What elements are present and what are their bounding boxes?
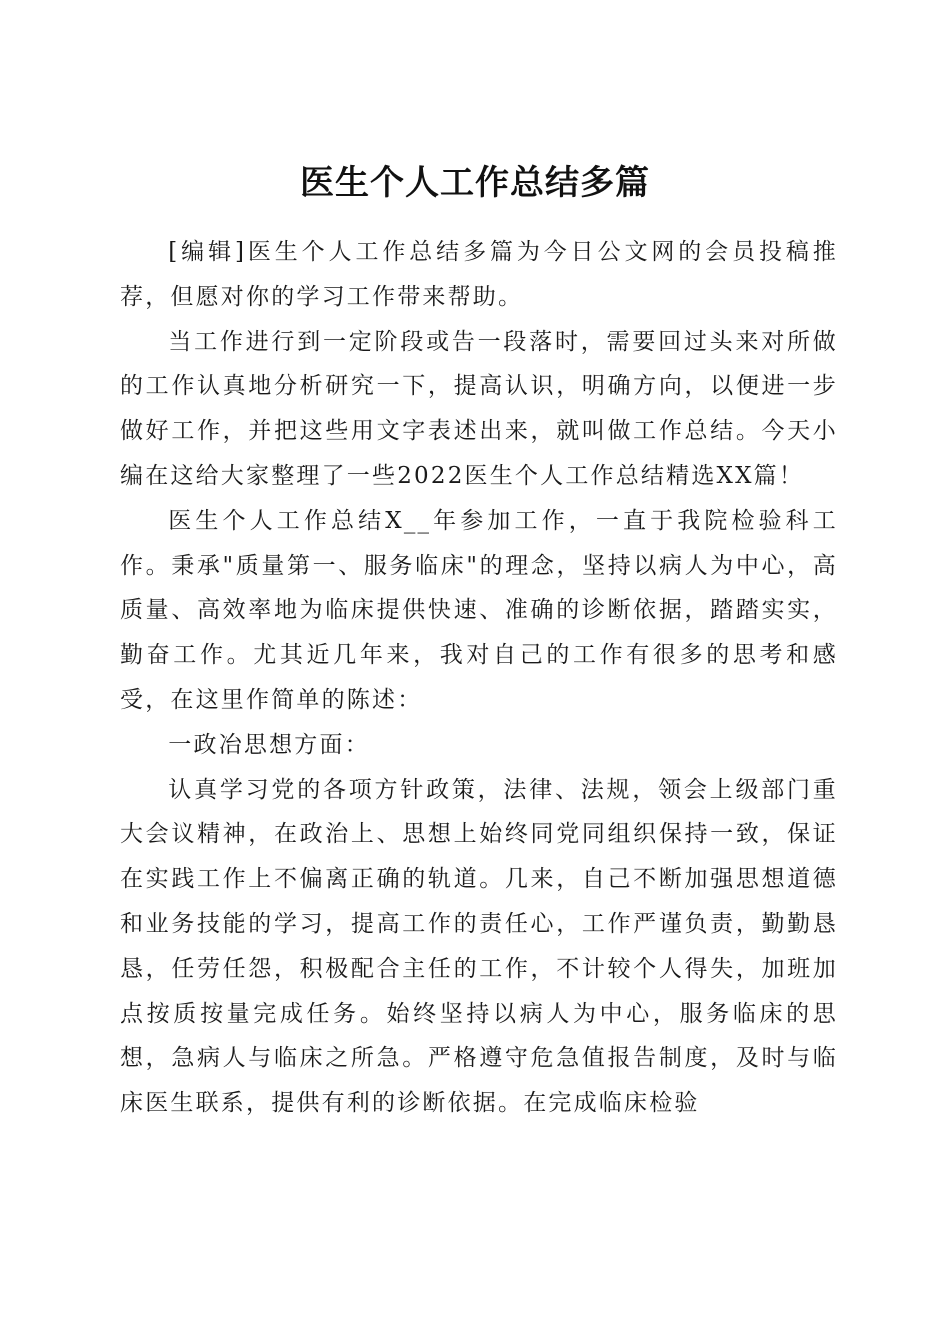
paragraph-intro: [编辑]医生个人工作总结多篇为今日公文网的会员投稿推荐，但愿对你的学习工作带来帮助。	[120, 239, 838, 310]
paragraph-summary-definition: 当工作进行到一定阶段或告一段落时，需要回过头来对所做的工作认真地分析研究一下，提高认识，明确方向，以便进一步做好工作，并把这些用文字表述出来，就叫做工作总结。今天小编在这给大家整理了一些2022医生个人工作总结精选XX篇！	[120, 328, 838, 489]
document-title: 医生个人工作总结多篇	[300, 162, 650, 203]
paragraph-politics: 认真学习党的各项方针政策，法律、法规，领会上级部门重大会议精神，在政治上、思想上始终同党同组织保持一致，保证在实践工作上不偏离正确的轨道。几来，自己不断加强思想道德和业务技能的学习，提高工作的责任心，工作严谨负责，勤勤恳恳，任劳任怨，积极配合主任的工作，不计较个人得失，加班加点按质按量完成任务。始终坚持以病人为中心，服务临床的思想，急病人与临床之所急。严格遵守危急值报告制度，及时与临床医生联系，提供有利的诊断依据。在完成临床检验	[120, 776, 838, 1117]
paragraph-work-overview: 医生个人工作总结X__年参加工作，一直于我院检验科工作。秉承"质量第一、服务临床"的理念，坚持以病人为中心，高质量、高效率地为临床提供快速、准确的诊断依据，踏踏实实，勤奋工作。尤其近几年来，我对自己的工作有很多的思考和感受，在这里作简单的陈述：	[120, 507, 838, 713]
document-body	[120, 230, 838, 1126]
section-heading-politics: 一政冶思想方面：	[168, 731, 370, 758]
